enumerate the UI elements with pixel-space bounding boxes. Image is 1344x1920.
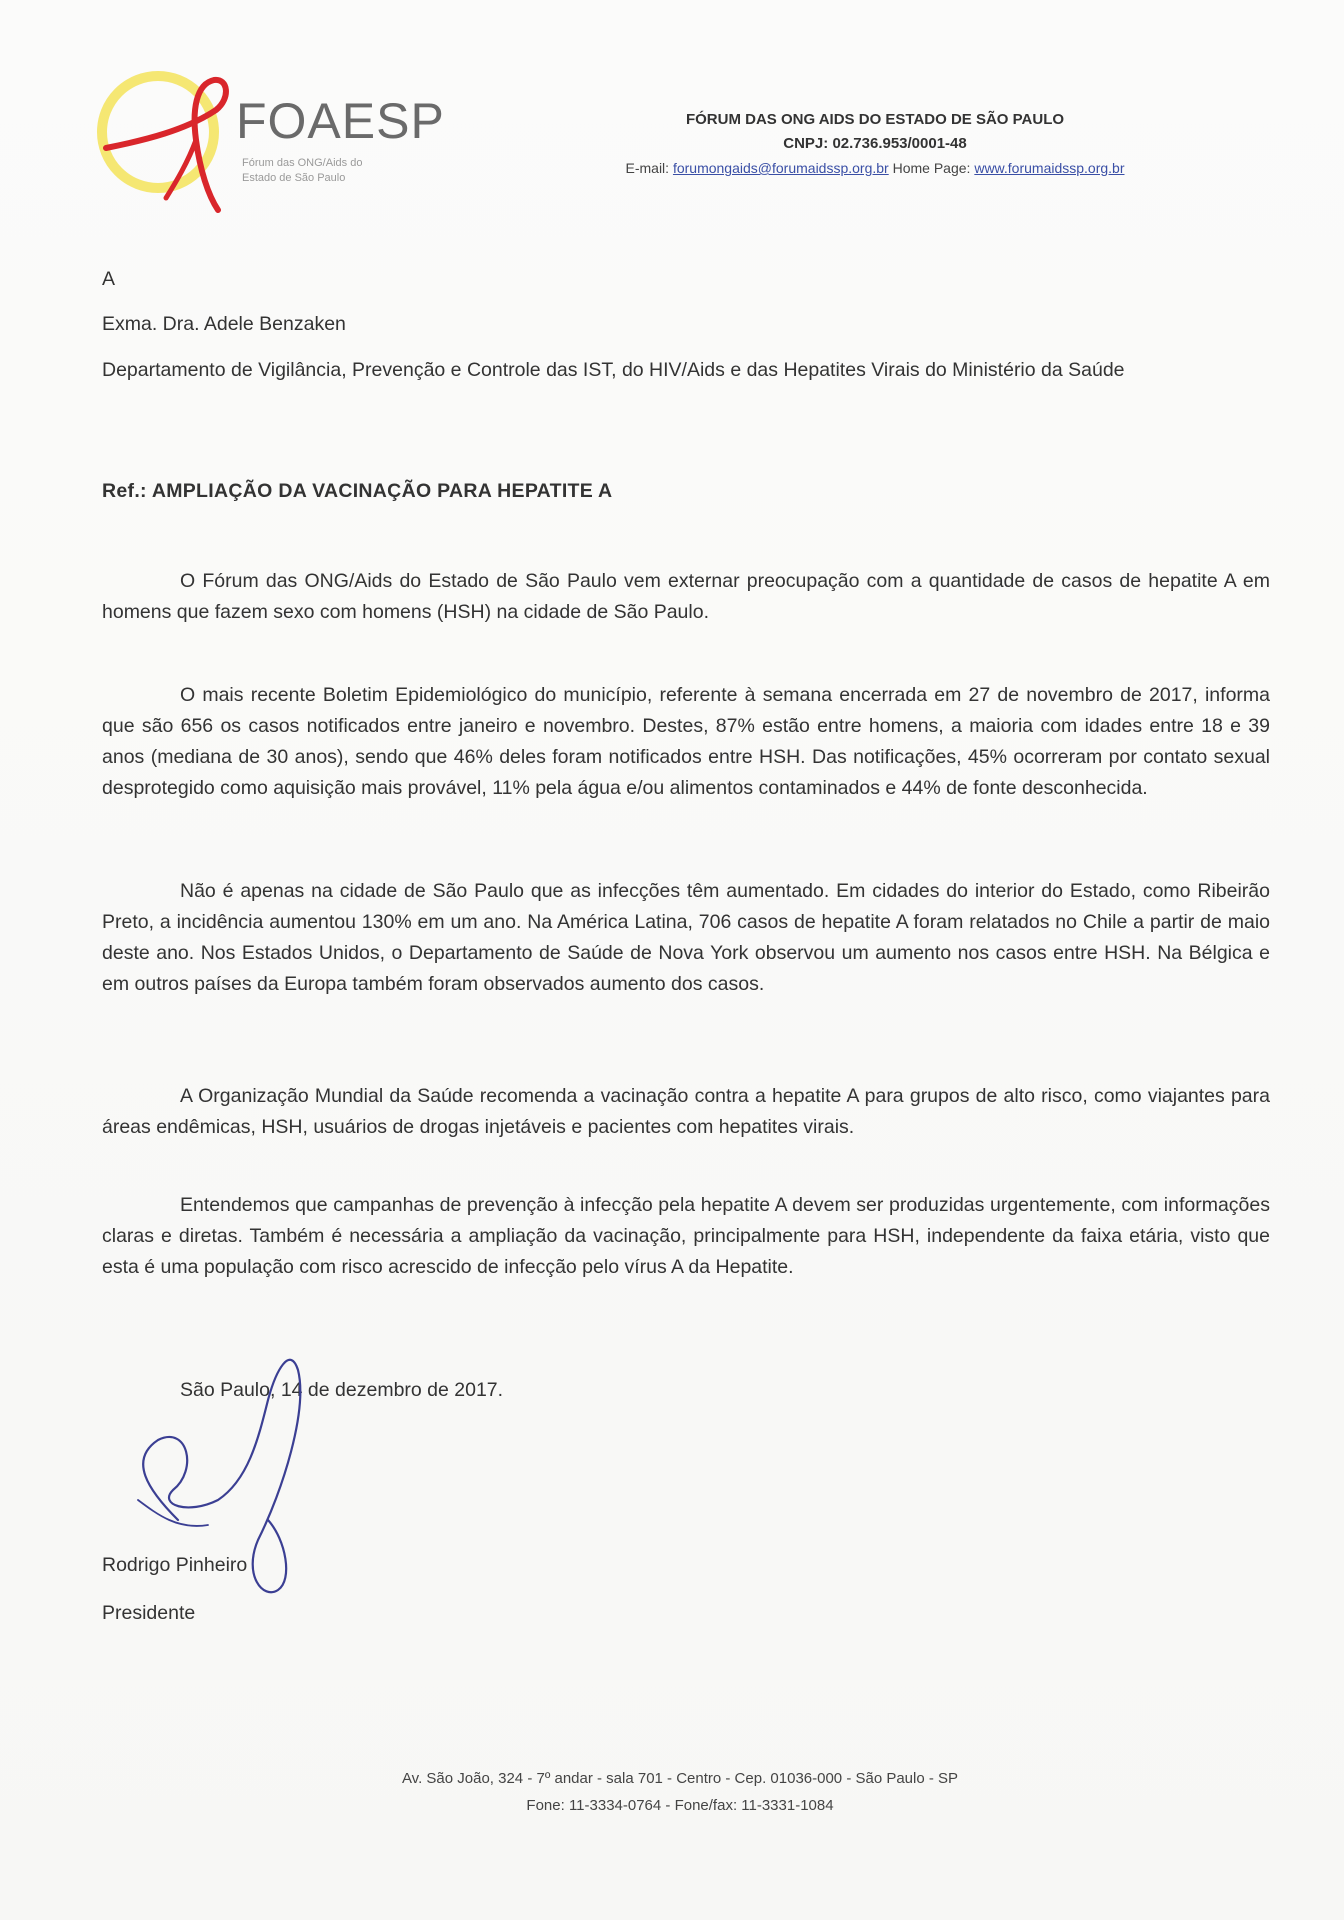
letter-subject: Ref.: AMPLIAÇÃO DA VACINAÇÃO PARA HEPATITE A <box>102 480 613 502</box>
org-name: FÓRUM DAS ONG AIDS DO ESTADO DE SÃO PAULO <box>685 111 1065 128</box>
paragraph-1: O Fórum das ONG/Aids do Estado de São Paulo vem externar preocupação com a quantidade de casos de hepatite A em homens que fazem sexo com homens (HSH) na cidade de São Paulo. <box>102 570 1270 623</box>
letter-footer <box>180 1765 1180 1819</box>
letterhead <box>480 108 1270 180</box>
homepage-label: Home Page: <box>892 160 971 176</box>
org-cnpj: CNPJ: 02.736.953/0001-48 <box>783 135 967 152</box>
logo-subtitle: Fórum das ONG/Aids do Estado de São Paulo <box>242 157 363 184</box>
place-date: São Paulo, 14 de dezembro de 2017. <box>180 1379 504 1401</box>
contact-line <box>480 156 1270 180</box>
homepage-link[interactable]: www.forumaidssp.org.br <box>974 160 1125 176</box>
addressee-department: Departamento de Vigilância, Prevenção e Controle das IST, do HIV/Aids e das Hepatites Virais do Ministério da Saúde <box>102 359 1125 381</box>
paragraph-2: O mais recente Boletim Epidemiológico do município, referente à semana encerrada em 27 de novembro de 2017, informa que são 656 os casos notificados entre janeiro e novembro. Destes, 87% estão entre homens, a maioria com idades entre 18 e 39 anos (mediana de 30 anos), sendo que 46% deles foram notificados entre HSH. Das notificações, 45% ocorreram por contato sexual desprotegido como aquisição mais provável, 11% pela água e/ou alimentos contaminados e 44% de fonte desconhecida. <box>102 684 1270 799</box>
paragraph-5: Entendemos que campanhas de prevenção à infecção pela hepatite A devem ser produzidas urgentemente, com informações claras e diretas. Também é necessária a ampliação da vacinação, principalmente para HSH, independente da faixa etária, visto que esta é uma população com risco acrescido de infecção pelo vírus A da Hepatite. <box>102 1194 1270 1278</box>
signer-title: Presidente <box>102 1602 196 1624</box>
paragraph-4: A Organização Mundial da Saúde recomenda a vacinação contra a hepatite A para grupos de alto risco, como viajantes para áreas endêmicas, HSH, usuários de drogas injetáveis e pacientes com hepatites virais. <box>102 1085 1270 1138</box>
red-ribbon-icon <box>96 70 246 220</box>
logo-name: FOAESP <box>236 93 445 149</box>
addressee-to: A <box>102 268 116 290</box>
footer-address: Av. São João, 324 - 7º andar - sala 701 - Centro - Cep. 01036-000 - São Paulo - SP <box>401 1770 959 1787</box>
signer-name: Rodrigo Pinheiro <box>102 1554 248 1576</box>
foaesp-logo <box>96 70 445 220</box>
email-link[interactable]: forumongaids@forumaidssp.org.br <box>672 160 889 176</box>
paragraph-3: Não é apenas na cidade de São Paulo que as infecções têm aumentado. Em cidades do interior do Estado, como Ribeirão Preto, a incidência aumentou 130% em um ano. Na América Latina, 706 casos de hepatite A foram relatados no Chile a partir de maio deste ano. Nos Estados Unidos, o Departamento de Saúde de Nova York observou um aumento nos casos entre HSH. Na Bélgica e em outros países da Europa também foram observados aumento dos casos. <box>102 880 1270 995</box>
footer-phones: Fone: 11-3334-0764 - Fone/fax: 11-3331-1084 <box>526 1797 834 1814</box>
email-label: E-mail: <box>625 160 670 176</box>
addressee-name: Exma. Dra. Adele Benzaken <box>102 313 346 335</box>
